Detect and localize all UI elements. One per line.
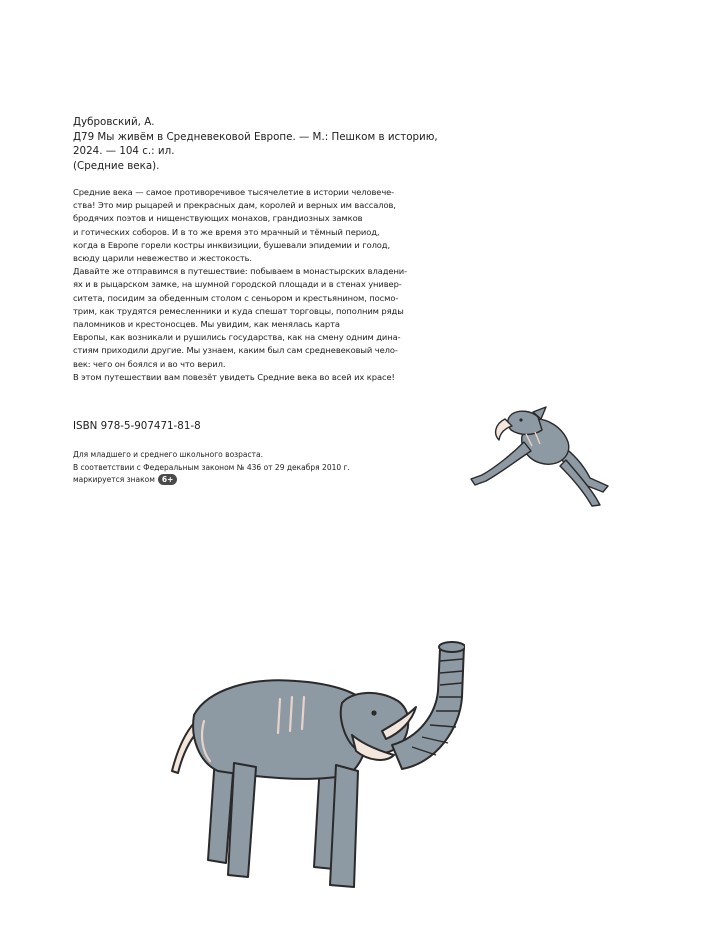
annotation-line: трим, как трудятся ремесленники и куда спешат торговцы, пополним ряды: [73, 305, 404, 316]
age-line-law: В соответствии с Федеральным законом № 436 от 29 декабря 2010 г.: [73, 462, 350, 472]
annotation-line: бродячих поэтов и нищенствующих монахов, грандиозных замков: [73, 213, 363, 224]
annotation-line: ях и в рыцарском замке, на шумной городской площади и в стенах универ-: [73, 279, 402, 290]
annotation-line: Средние века — самое противоречивое тысячелетие в истории человече-: [73, 187, 395, 197]
annotation-line: всюду царили невежество и жестокость.: [73, 253, 252, 264]
annotation: [73, 186, 433, 384]
annotation-line: В этом путешествии вам повезёт увидеть Средние века во всей их красе!: [73, 371, 395, 382]
annotation-line: ства! Это мир рыцарей и прекрасных дам, королей и верных им вассалов,: [73, 200, 396, 211]
author: Дубровский, А.: [73, 116, 155, 128]
age-line-audience: Для младшего и среднего школьного возраста.: [73, 450, 263, 459]
annotation-line: Давайте же отправимся в путешествие: побываем в монастырских владени-: [73, 266, 408, 277]
catalog-entry-imprint: 2024. — 104 с.: ил.: [73, 145, 175, 157]
age-line-marking: [73, 474, 350, 487]
age-rating-badge: 6+: [158, 474, 178, 485]
catalog-entry-series: (Средние века).: [73, 159, 160, 172]
catalog-entry-title: Д79 Мы живём в Средневековой Европе. — М.: Пешком в историю,: [73, 130, 438, 143]
annotation-line: когда в Европе горели костры инквизиции, бушевали эпидемии и голод,: [73, 239, 391, 250]
bibliographic-record: [73, 115, 438, 173]
age-rating-info: [73, 449, 350, 487]
annotation-line: и готических соборов. И в то же время это мрачный и тёмный период,: [73, 226, 380, 237]
annotation-line: стиям приходили другие. Мы узнаем, каким был сам средневековый чело-: [73, 345, 398, 356]
annotation-line: ситета, посидим за обеденным столом с сеньором и крестьянином, посмо-: [73, 292, 399, 303]
annotation-line: паломников и крестоносцев. Мы увидим, как менялась карта: [73, 319, 340, 330]
isbn: ISBN 978-5-907471-81-8: [73, 420, 201, 432]
elephant-illustration: [160, 605, 465, 903]
annotation-line: Европы, как возникали и рушились государства, как на смену одним дина-: [73, 332, 401, 343]
age-marking-text: маркируется знаком: [73, 475, 155, 484]
creature-illustration: [462, 402, 612, 512]
annotation-line: век: чего он боялся и во что верил.: [73, 358, 226, 369]
